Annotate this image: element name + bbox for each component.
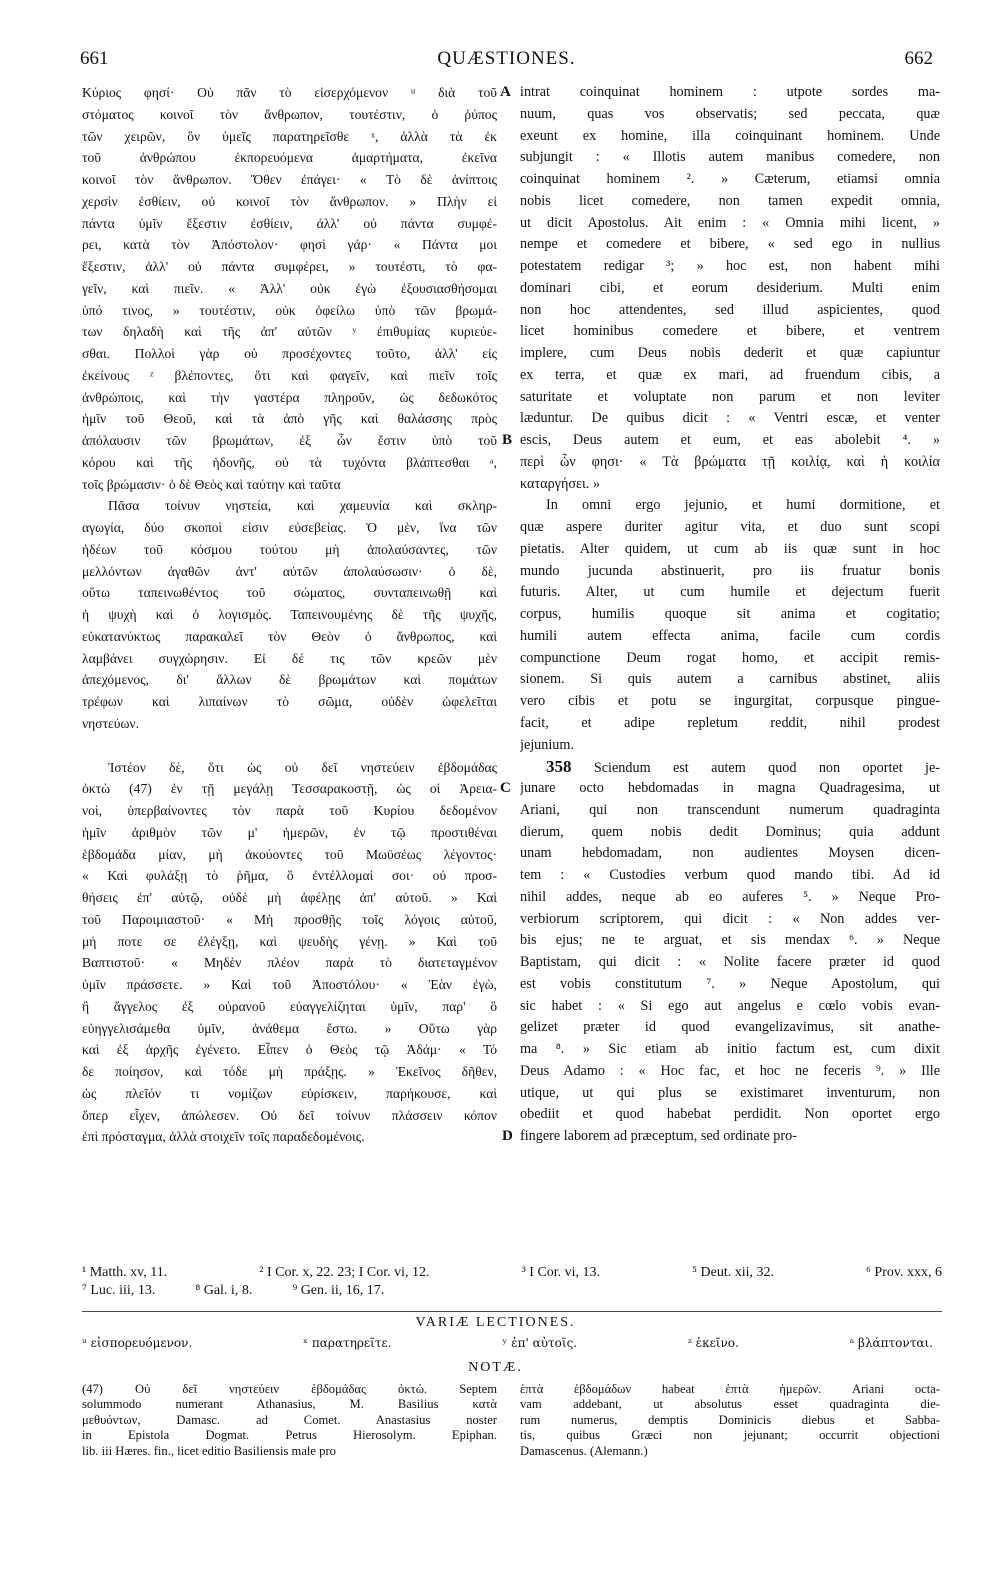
text-line: πάντα ὑμῖν ἔξεστιν ἐσθίειν, ἀλλ' οὐ πάντα συμφέ- [82,215,497,231]
text-line: fingere laborem ad præceptum, sed ordinate pro- [520,1128,797,1144]
section-marker-d: D [502,1128,513,1144]
text-line: læduntur. De quibus dicit : « Ventri escæ, et venter [520,410,940,427]
footnote: ² I Cor. x, 22. 23; I Cor. vi, 12. [259,1265,430,1280]
footnote: ⁸ Gal. i, 8. [195,1283,253,1298]
notae-title: NOTÆ. [468,1360,523,1375]
text-line: νοὶ, ὑπερβαίνοντες τὸν παρὰ τοῦ Κυρίου δεδομένον [82,803,497,818]
text-line: licet hominibus comedere et bibere, et ventrem [520,323,940,340]
text-line: exeunt ex homine, illa coinquinant hominem. Unde [520,127,940,144]
text-line: bis ejus; ne te arguat, et sis mendax ⁶. » Neque [520,932,940,949]
text-line: ma ⁸. » Sic etiam ab initio factum est, cum dixit [520,1041,940,1057]
footnote-row-2 [82,1282,942,1300]
left-page-number: 661 [80,48,109,69]
text-line: οὕτω ταπεινωθέντος τοῦ σώματος, συνταπεινωθῇ καὶ [82,585,497,601]
text-line: saturitate et voluptate non parum et non leviter [520,388,940,405]
text-line: Deus Adamo : « Hoc fac, et hoc ne feceris ⁹. » Ille [520,1062,940,1079]
note-line: Damascenus. (Alemann.) [520,1443,648,1458]
text-line: ex terra, et quæ ex mari, ad fruendum cibis, a [520,366,940,383]
text-line: χερσὶν ἐσθίειν, οὐ κοινοῖ τὸν ἄνθρωπον. » Πλὴν εἰ [82,193,497,209]
variant-reading: ˣ παρατηρεῖτε. [303,1336,392,1350]
section-number: 358 [546,757,572,777]
text-line: τῶν χειρῶν, ὃν ὑμεῖς παρατηρεῖσθε ˣ, ἀλλὰ τὰ ἐκ [82,128,497,144]
text-line: In omni ergo jejunio, et humi dormitione, et [546,497,940,514]
note-line: μεθυόντων, Damasc. ad Comet. Anastasius noster [82,1412,497,1427]
text-line: ὑμῖν πράσσετε. » Καὶ τοῦ Ἀποστόλου· « Ἐὰν ἐγὼ, [82,977,497,992]
note-line: (47) Οὐ δεῖ νηστεύειν ἑβδομάδας ὀκτώ. Septem [82,1382,497,1396]
text-line: κόρου καὶ τῆς ἡδονῆς, οὐ τὰ τυχόντα βλάπτεσθαι ᵃ, [82,454,497,470]
right-page-number: 662 [904,48,933,69]
text-line: humili autem effecta anima, facile cum cordis [520,627,940,644]
text-line: ut dicit Apostolus. Ait enim : « Omnia mihi licent, » [520,214,940,231]
text-line: nobis licet comedere, non tamen expedit omnia, [520,192,940,209]
text-line: ρει, κατὰ τὸν Ἀπόστολον· φησὶ γάρ· « Πάντα μοι [82,237,497,253]
text-line: γεῖν, καὶ πιεῖν. « Ἀλλ' οὐκ ἐγὼ ἐξουσιασθήσομαι [82,280,497,296]
section-marker-b: B [502,432,513,448]
text-line: τοῦ ἀνθρώπου ἐκπορευόμενα ἁμαρτήματα, ἐκεῖνα [82,150,497,166]
text-line: quæ aspere duriter agitur vita, et duo sunt scopi [520,519,940,535]
text-line: facit, et adipe repletum reddit, nihil prodest [520,714,940,731]
text-line: utique, ut qui plus se existimaret inventurum, non [520,1084,940,1101]
text-line: escis, Deus autem et eum, et eas abolebit ⁴. » [520,432,940,448]
footnote: ³ I Cor. vi, 13. [521,1265,601,1280]
text-line: δε ποίησον, καὶ τόδε μὴ πράξῃς. » Ἐκεῖνος δῆθεν, [82,1064,497,1079]
variae-lectiones-title: VARIÆ LECTIONES. [415,1315,576,1330]
text-line: est vobis constitutum ⁷. » Neque Apostolum, qui [520,975,940,992]
note-line: in Epistola Dogmat. Petrus Hierosolym. Epiphan. [82,1428,497,1443]
text-line: sic habet : « Si ego aut angelus e cœlo vobis evan- [520,997,940,1014]
text-line: ὅπερ εἶχεν, ἀπώλεσεν. Οὐ δεῖ τοίνυν πλάσσειν κόπον [82,1107,497,1123]
text-span: Sciendum est autem quod non oportet je- [593,760,940,777]
text-line: των δηλαδὴ καὶ τῆς ἀπ' αὐτῶν ʸ ἐπιθυμίας κυριεύε- [82,324,497,340]
text-line: ἀπεχόμενος, δι' ἄλλων δὲ βρωμάτων καὶ πομάτων [82,672,497,688]
text-line [520,756,940,778]
text-line: μή ποτε σε ἐλέγξῃ, καὶ ψευδὴς γένῃ. » Καὶ τοῦ [82,933,497,949]
text-line: ἡμῖν τοῦ Θεοῦ, καὶ τὰ ἀπὸ γῆς καὶ θαλάσσης πρὸς [82,411,497,427]
note-line: tis, quibus Græci non jejunant; occurrit objectioni [520,1428,940,1443]
text-line: nihil addes, neque ab eo auferes ⁵. » Neque Pro- [520,888,940,905]
text-line: obediit et quod habebat perdidit. Non oportet ergo [520,1106,940,1123]
text-line: εὐκατανύκτως παρακαλεῖ τὸν Θεὸν ὁ ἄνθρωπος, καὶ [82,628,497,644]
text-line: subjungit : « Illotis autem manibus comedere, non [520,149,940,166]
text-line: Ἰστέον δὲ, ὅτι ὡς οὐ δεῖ νηστεύειν ἑβδομάδας [108,759,497,775]
text-line: futuris. Alter, ut cum humile et dejectum fuerit [520,584,940,601]
divider [82,1311,942,1312]
note-line: ἑπτὰ ἑβδομάδων habeat ἑπτὰ ἡμερῶν. Ariani octa- [520,1382,940,1396]
text-line: ὡς πλεῖόν τι νομίζων εὑρίσκειν, παρήκουσε, καὶ [82,1085,497,1101]
text-line: σθαι. Πολλοὶ γὰρ οὐ προσέχοντες τοῦτο, ἀλλ' εἰς [82,346,497,361]
text-line: ἐκείνους ᶻ βλέποντες, ὅτι καὶ φαγεῖν, καὶ πιεῖν τοῖς [82,367,497,383]
text-line: verbiorum scriptorem, qui dicit : « Non addes ver- [520,910,940,927]
text-line: pietatis. Alter quidem, ut cum ab iis quæ sunt in hoc [520,540,940,557]
text-line: vero cibis et potu se ingurgitat, corpusque pingue- [520,693,940,709]
text-line: ἀπόλαυσιν τῶν βρωμάτων, ἐξ ὧν ἔστιν ὑπὸ τοῦ [82,433,497,448]
footnote: ⁶ Prov. xxx, 6 [866,1265,942,1280]
text-line: gelizet præter id quod evangelizavimus, sit anathe- [520,1019,940,1036]
text-line: dominari cibi, et eorum desiderium. Multi enim [520,279,940,296]
note-line: rum numerus, demptis Dominicis diebus et Sabba- [520,1412,940,1427]
variant-reading: ᶻ ἐκεῖνο. [687,1336,739,1350]
section-marker-c: C [500,780,511,796]
note-right-column [520,1382,940,1459]
text-line: unam hebdomadam, non audientes Moysen dicen- [520,845,940,862]
text-line: τοῖς βρώμασιν· ὁ δὲ Θεὸς καὶ ταύτην καὶ ταῦτα [82,476,341,492]
text-line: ἡ ψυχὴ καὶ ὁ λογισμός. Ταπεινουμένης δὲ τῆς ψυχῆς, [82,607,497,622]
text-line: κοινοῖ τὸν ἄνθρωπον. Ὅθεν ἐπάγει· « Τὸ δὲ ἀνίπτοις [82,172,497,187]
text-line: ὀκτὼ (47) ἐν τῇ μεγάλῃ Τεσσαρακοστῇ, ὡς οἱ Ἀρεια- [82,781,497,797]
text-line: ὑπό τινος, » τουτέστιν, οὐκ ὀφείλω ὑπὸ τῶν βρωμά- [82,302,497,318]
note-line: vam addebant, ut absolutus esset quadraginta die- [520,1397,940,1412]
variant-reading: ᵘ εἰσπορευόμενον. [82,1336,193,1350]
text-line: corpus, humilis quoque sit anima et cogitatio; [520,606,940,622]
text-line: nempe et comedere et bibere, « sed ego in nullius [520,236,940,253]
text-line: implere, cum Deus nobis dederit et quæ capiuntur [520,345,940,361]
footnote: ⁷ Luc. iii, 13. [82,1283,156,1298]
text-line: « Καὶ φυλάξῃ τὸ ῥῆμα, ὃ ἐντέλλομαί σοι· οὐ προσ- [82,868,497,884]
text-line: αγωγία, δύο σκοποὶ εἰσιν εὐσεβείας. Ὁ μὲν, ἵνα τῶν [82,520,497,535]
text-line: jejunium. [520,736,574,753]
text-line: Πᾶσα τοίνυν νηστεία, καὶ χαμευνία καὶ σκληρ- [108,498,497,514]
text-line: potestatem redigar ³; » hoc est, non habent mihi [520,258,940,274]
text-line: ἢ ἄγγελος ἐξ οὐρανοῦ εὐαγγελίζηται ὑμῖν, παρ' ὃ [82,998,497,1014]
section-marker-a: A [500,84,511,100]
text-line: ἡδέων τοῦ κόσμου τούτου μὴ ἀπολαύσαντες, τῶν [82,541,497,557]
text-line: ἀνθρώποις, καὶ τὴν γαστέρα πληροῦν, ὡς δεδωκότος [82,389,497,405]
footnote: ⁵ Deut. xii, 32. [692,1265,774,1280]
variae-lectiones [82,1336,933,1350]
text-line: Baptistam, qui dicit : « Nolite facere præter id quod [520,954,940,970]
text-line: Κύριος φησί· Οὐ πᾶν τὸ εἰσερχόμενον ᵘ διὰ τοῦ [82,85,497,100]
text-line: θήσεις ἐπ' αὐτῷ, οὐδὲ μὴ ἀφέλῃς ἀπ' αὐτοῦ. » Καὶ [82,890,497,905]
text-line: ἑβδομάδα μίαν, μὴ ἀκούοντες τοῦ Μωϋσέως λέγοντος· [82,846,497,862]
text-line: mundo jucunda abstinuerit, pro iis fruatur bonis [520,562,940,579]
text-line: tem : « Custodies verbum quod mando tibi. Ad id [520,867,940,883]
scripture-footnotes [82,1264,942,1300]
text-line: στόματος κοινοῖ τὸν ἄνθρωπον, τουτέστιν, ὁ ῥύπος [82,106,497,122]
text-line: Βαπτιστοῦ· « Μηδὲν πλέον παρὰ τὸ διατεταγμένον [82,955,497,971]
text-line: Ariani, qui non transcendunt numerum quadraginta [520,801,940,818]
text-line: τρέφων καὶ λιπαίνων τὸ σῶμα, οὐδὲν ὠφελεῖται [82,694,497,709]
text-line: μελλόντων ἀγαθῶν ἀντ' αὐτῶν ἀπολαύσωσιν· ὁ δὲ, [82,563,497,579]
footnote: ¹ Matth. xv, 11. [82,1265,168,1280]
text-line: ἡμῖν ἀριθμὸν τῶν μ' ἡμερῶν, ἐν τῷ προστιθέναι [82,824,497,840]
text-line: καὶ ἐξ ἀρχῆς ἐγένετο. Εἶπεν ὁ Θεὸς τῷ Ἀδάμ· « Τό [82,1042,497,1058]
latin-column [520,82,940,1148]
variant-reading: ᵃ βλάπτονται. [849,1336,933,1350]
text-line: intrat coinquinat hominem : utpote sordes ma- [520,84,940,100]
text-line: λαμβάνει συγχώρησιν. Εἰ δέ τις τῶν κρεῶν μὲν [82,650,497,666]
greek-column [82,82,497,1148]
variant-reading: ʸ ἐπ' αὐτοῖς. [502,1336,578,1350]
text-line: περὶ ὧν φησι· « Τὰ βρώματα τῇ κοιλίᾳ, καὶ ἡ κοιλία [520,453,940,470]
paragraph-gap [82,735,497,757]
text-line: ἔξεστιν, ἀλλ' οὐ πάντα συμφέρει, » τουτέστι, τὸ φα- [82,259,497,274]
text-line: νηστεύων. [82,715,139,731]
note-line: solummodo numerant Athanasius, M. Basilius κατὰ [82,1397,497,1412]
note-left-column [82,1382,497,1459]
running-header [80,48,933,78]
text-line: nuum, quas vos observatis; sed peccata, quæ [520,105,940,122]
footnote-row-1 [82,1264,942,1282]
text-line: non hoc attendentes, sed illud aspicientes, quod [520,301,940,318]
text-line: coinquinat hominem ². » Cæterum, etiamsi omnia [520,171,940,187]
text-line: εὐηγγελισάμεθα ὑμῖν, ἀνάθεμα ἔστω. » Οὕτω γὰρ [82,1020,497,1036]
text-line: καταργήσει. » [520,475,600,492]
running-title: QUÆSTIONES. [437,48,576,69]
text-line: dierum, quem nobis dedit Dominus; quia addunt [520,823,940,840]
text-line: τοῦ Παροιμιαστοῦ· « Μὴ προσθῇς τοῖς λόγοις αὐτοῦ, [82,911,497,927]
footnote: ⁹ Gen. ii, 16, 17. [292,1283,385,1298]
text-line: junare octo hebdomadas in magna Quadragesima, ut [520,780,940,796]
text-line: sionem. Si quis autem a carnibus abstinet, aliis [520,671,940,688]
text-line: ἐπὶ πρόσταγμα, ἀλλὰ στοιχεῖν τοῖς παραδεδομένοις. [82,1129,365,1145]
note-line: lib. iii Hæres. fin., licet editio Basiliensis male pro [82,1443,336,1458]
text-line: compunctione Deum rogat homo, et accipit remis- [520,649,940,666]
